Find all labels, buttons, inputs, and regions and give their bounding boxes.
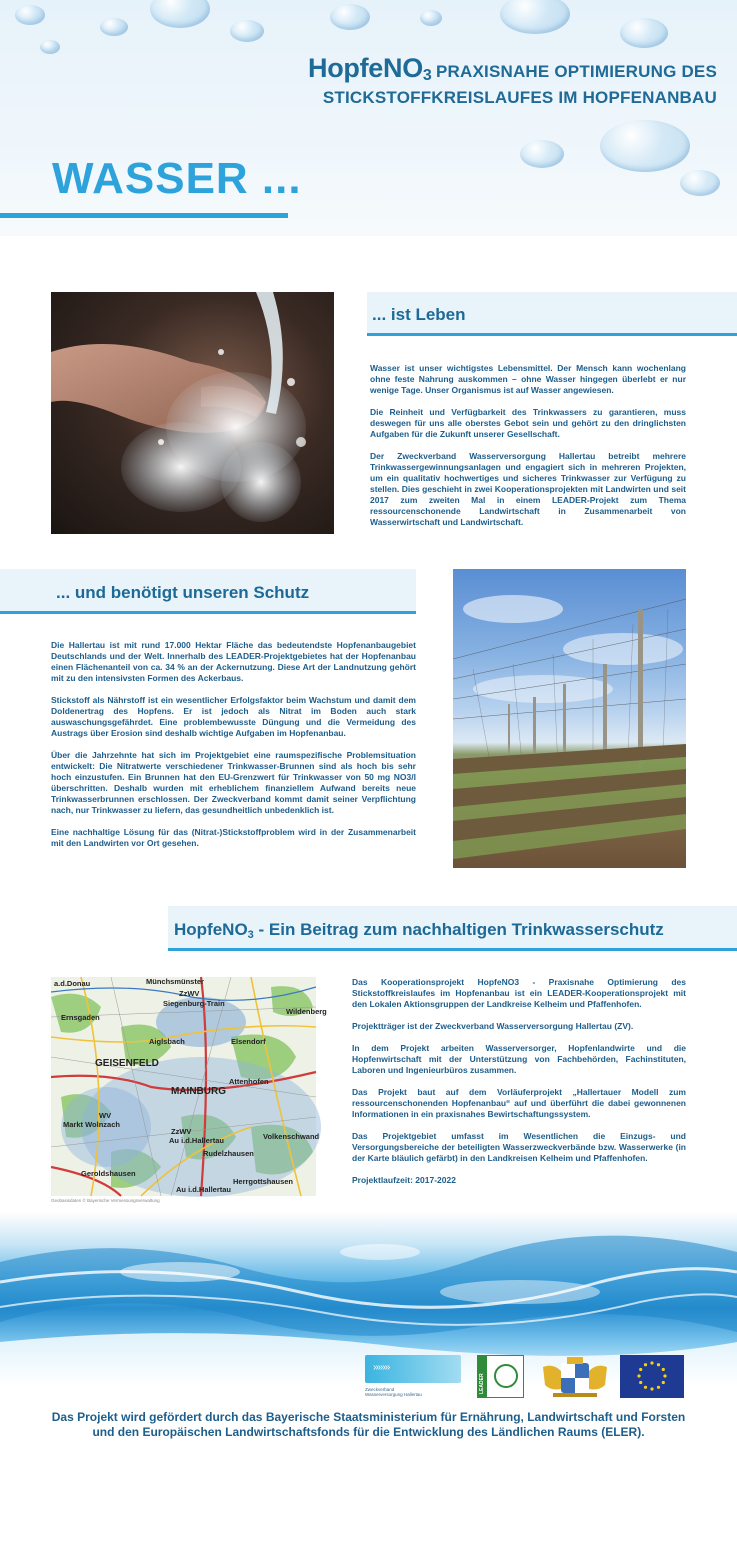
water-drop (100, 18, 128, 36)
section-text-leben (370, 363, 686, 539)
section-title-schutz: ... und benötigt unseren Schutz (56, 583, 310, 602)
project-title (308, 54, 717, 107)
map-label: Elsendorf (231, 1037, 266, 1046)
water-drop (150, 0, 210, 28)
paragraph: Projektträger ist der Zweckverband Wasserversorgung Hallertau (ZV). (352, 1021, 634, 1031)
map-label: ZzWV (179, 989, 200, 998)
map-label: MAINBURG (171, 1086, 226, 1097)
water-drop (330, 4, 370, 30)
hop-field-photo (453, 569, 686, 868)
eu-flag (620, 1355, 684, 1398)
map-label: Aiglsbach (149, 1037, 185, 1046)
map-label: a.d.Donau (54, 979, 91, 988)
section-underline (0, 611, 416, 614)
paragraph: Der Zweckverband Wasserversorgung Hallertau betreibt mehrere Trinkwassergewinnungsanlagen und engagiert sich in mehreren Projekten, um ein qualitativ hochwertiges und sicheres Trinkwasser zur Verfügung zu stellen. Dies geschieht in zwei Kooperationsprojekten mit Landwirten und seit 2017 zum zweiten Mal in einem LEADER-Projekt zum Thema ressourcenschonende Landwirtschaft in Zusammenarbeit von Wasserwirtschaft und Landwirtschaft. (370, 451, 686, 527)
map-label: ZzWV (171, 1127, 192, 1136)
hand-water-photo (51, 292, 334, 534)
map-label: Siegenburg-Train (163, 999, 225, 1008)
map-label: Markt Wolnzach (63, 1120, 120, 1129)
water-drop (15, 5, 45, 25)
water-drop (40, 40, 60, 54)
section-title-leben: ... ist Leben (372, 305, 466, 324)
map-label: Rudelzhausen (203, 1149, 254, 1158)
wave-icon: ››››››› (365, 1355, 461, 1383)
water-drop (680, 170, 720, 196)
map-credit: Geobasisdaten © Bayerische Vermessungsverwaltung (51, 1198, 160, 1203)
headline-underline (0, 213, 288, 218)
tagline-line-2: STICKSTOFFKREISLAUFES IM HOPFENANBAU (322, 87, 717, 107)
header-banner (0, 0, 737, 236)
leaf-icon (494, 1364, 518, 1388)
project-duration: Projektlaufzeit: 2017-2022 (352, 1175, 456, 1185)
paragraph: Wasser ist unser wichtigstes Lebensmittel. Der Mensch kann wochenlang ohne feste Nahrung auskommen – ohne Wasser hingegen überlebt er nur wenige Tage. Unser Organismus ist auf Wasser angewiesen. (370, 363, 686, 395)
section-text-beitrag (352, 977, 686, 1197)
zweckverband-logo (365, 1355, 461, 1398)
paragraph: Eine nachhaltige Lösung für das (Nitrat-)Stickstoffproblem wird in der Zusammenarbeit mit den Landwirten vor Ort gesehen. (51, 827, 416, 848)
map-label: GEISENFELD (95, 1058, 159, 1069)
section-title-beitrag: HopfeNO$_3$ - Ein Beitrag zum nachhaltigen Trinkwasserschutz (174, 920, 664, 941)
bavarian-coat-of-arms (539, 1355, 611, 1398)
paragraph: Stickstoff als Nährstoff ist ein wesentlicher Erfolgsfaktor beim Wachstum und damit dem Doldenertrag des Hopfens. Er ist jedoch als Nitrat im Boden auch stark auswaschungsgefährdet. Eine problembewusste Düngung und die Vermeidung des Austrags über Erosion sind deshalb wichtige Aufgaben im Hopfenanbau. (51, 695, 416, 738)
section-underline (367, 333, 737, 336)
map-label: Au i.d.Hallertau (169, 1136, 225, 1145)
leader-logo (477, 1355, 524, 1398)
map-label: Geroldshausen (81, 1169, 136, 1178)
map-label: WV (99, 1111, 112, 1120)
paragraph: Die Hallertau ist mit rund 17.000 Hektar Fläche das bedeutendste Hopfenanbaugebiet Deutschlands und der Welt. Innerhalb des LEADER-Projektgebietes hat der Hopfenanbau einen Flächenanteil von ca. 34 % an der Ackernutzung. Diese Art der Landnutzung gehört mit zu den intensivsten Formen des Ackerbaus. (51, 640, 416, 683)
tagline-line-1: PRAXISNAHE OPTIMIERUNG DES (435, 62, 717, 81)
map-label: Wildenberg (286, 1007, 327, 1016)
paragraph: Das Projekt baut auf dem Vorläuferprojekt „Hallertauer Modell zum ressourcenschonenden Hopfenanbau“ auf und überführt die dabei gewonnenen Informationen in ein praxisnahes Bewirtschaftungssystem. (352, 1087, 686, 1119)
section-text-schutz (51, 640, 416, 860)
funding-statement (0, 1410, 737, 1440)
funding-line-1: Das Projekt wird gefördert durch das Bayerische Staatsministerium für Ernährung, Landwirtschaft und Forsten (51, 1410, 686, 1424)
paragraph: Das Projektgebiet umfasst im Wesentlichen die Einzugs- und Versorgungsbereiche der beteiligten Wasserzweckverbände bzw. Wasserwerke (in der Karte bläulich gefärbt) in den Landkreisen Kelheim und Pfaffenhofen. (352, 1131, 686, 1163)
funding-line-2: und den Europäischen Landwirtschaftsfonds für die Entwicklung des Ländlichen Raums (ELER). (92, 1425, 645, 1439)
map-label: Volkenschwand (263, 1132, 320, 1141)
map-label: Au i.d.Hallertau (176, 1185, 232, 1194)
water-drop (230, 20, 264, 42)
map-label: Ernsgaden (61, 1013, 100, 1022)
water-drop (420, 10, 442, 26)
water-drop (520, 140, 564, 168)
zv-name: Zweckverband Wasserversorgung Hallertau (365, 1387, 422, 1397)
paragraph: Über die Jahrzehnte hat sich im Projektgebiet eine raumspezifische Problemsituation entwickelt: Die Nitratwerte verschiedener Trinkwasser-Brunnen sind als hoch bis sehr hoch einzustufen. Ein Brunnen hat den EU-Grenzwert für Trinkwasser von 50 mg NO3/l überschritten. Deshalb wurden mit erheblichem finanziellem Aufwand bereits neue Trinkwasserbrunnen erschlossen. Der Zweckverband kommt damit seiner Verpflichtung nach, nur Trinkwasser zu liefern, das gesundheitlich unbedenklich ist. (51, 750, 416, 815)
leader-text: LEADER (479, 1373, 485, 1394)
water-drop (600, 120, 690, 172)
map-label: Attenhofen (229, 1077, 269, 1086)
paragraph: In dem Projekt arbeiten Wasserversorger, Hopfenlandwirte und die Hopfenwirtschaft mit der Unterstützung von Fachbehörden, Fachinstituten, Laboren und Ingenieurbüros zusammen. (352, 1043, 686, 1075)
brand-name: HopfeNO$_3$ (308, 53, 432, 84)
paragraph: Die Reinheit und Verfügbarkeit des Trinkwassers zu garantieren, muss deswegen für uns alle oberstes Gebot sein und gehört zu den dringlichsten Aufgaben für die Zukunft unserer Gesellschaft. (370, 407, 686, 439)
paragraph: Das Kooperationsprojekt HopfeNO3 - Praxisnahe Optimierung des Stickstoffkreislaufes im Hopfenanbau ist ein LEADER-Kooperationsprojekt mit den Lokalen Aktionsgruppen der Landkreise Kelheim und Pfaffenhofen. (352, 977, 686, 1009)
map-label: Münchsmünster (146, 977, 204, 986)
section-underline (168, 948, 737, 951)
water-drop (620, 18, 668, 48)
map-label: Herrgottshausen (233, 1177, 294, 1186)
page-headline: WASSER ... (52, 154, 302, 203)
project-area-map (51, 977, 327, 1196)
water-drop (500, 0, 570, 34)
